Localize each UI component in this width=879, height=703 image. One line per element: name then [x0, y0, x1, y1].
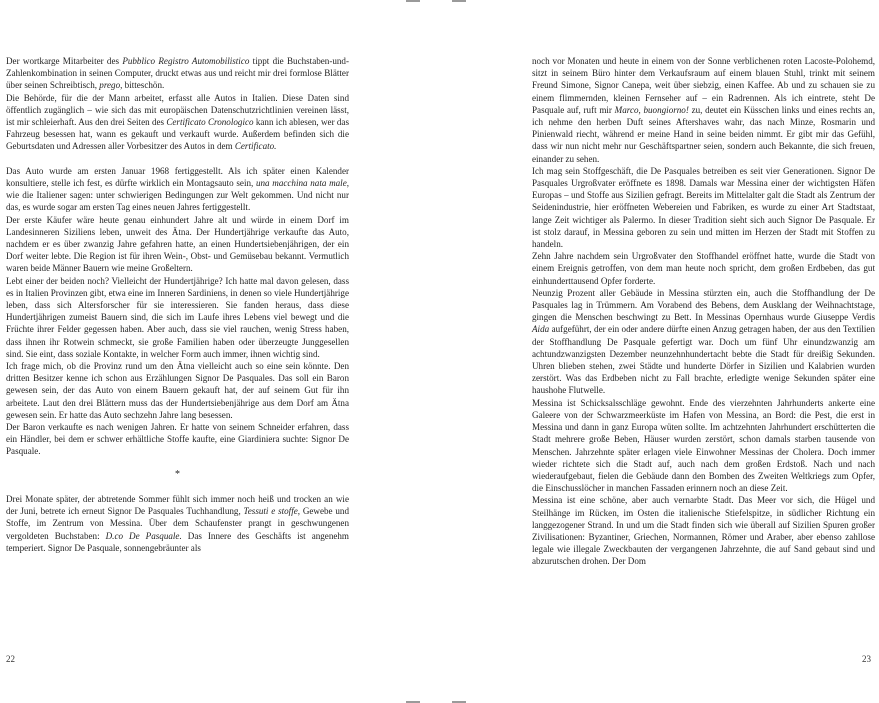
italic-text: prego, — [99, 80, 123, 91]
paragraph — [532, 250, 875, 287]
text-run: kann ich ablesen, wer das Fahrzeug besessen hat, wann es gekauft und verkauft wurde. Außerdem befinden sich die Geburtsdaten und Adressen aller Vorbesitzer des Autos in dem — [6, 117, 349, 152]
text-run: Der wortkarge Mitarbeiter des — [6, 56, 123, 66]
paragraph — [532, 287, 875, 397]
italic-text: Certificato. — [234, 141, 277, 152]
text-run: Lebt einer der beiden noch? Vielleicht der Hundertjährige? Ich hatte mal davon gelesen, dass es in Italien Provinzen gibt, etwa eine im Inneren Sardiniens, in denen so viele Hundertjährige leben, dass sich Altersforscher für sie interessieren. Sie fanden heraus, dass diese Hundertjährigen zumeist Bauern sind, die sich im Laufe ihres Lebens viel bewegt und die Früchte ihrer Felder gegessen haben. Aber auch, dass sie viel rauchen, wenig Stress haben, dass ihnen ihr Rotwein schmeckt, sie große Familien haben oder überzeugte Junggesellen sind. Sie eint, dass soziale Kontakte, in welcher Form auch immer, ihnen wichtig sind. — [6, 275, 349, 359]
text-run: Ich frage mich, ob die Provinz rund um den Ätna vielleicht auch so eine sein könnte. Den dritten Besitzer kenne ich schon aus Erzählungen Signor De Pasquales. Das soll ein Baron gewesen sein, der das Auto von einem Bauern gekauft hat, der auf seinem Gut für ihn arbeitete. Laut den drei Blättern muss das der Hundertsiebenjährige aus dem Dorf am Ätna gewesen sein. Er hatte das Auto sechzehn Jahre lang besessen. — [6, 361, 349, 420]
italic-text: Marco, buongiorno! — [614, 104, 689, 115]
page-number-left: 22 — [6, 654, 15, 664]
crop-mark-top-right — [452, 0, 466, 2]
italic-text: Certificato Cronologico — [166, 117, 254, 128]
italic-text: Pubblico Registro Automobilistico — [122, 56, 250, 66]
text-run: Das Innere des Geschäfts ist angenehm temperiert. Signor De Pasquale, sonnengebräunter als — [6, 530, 349, 553]
page-number-right: 23 — [862, 654, 871, 664]
text-run: Messina ist eine schöne, aber auch vernarbte Stadt. Das Meer vor sich, die Hügel und Steilhänge im Rücken, im Osten die italienische Stiefelspitze, in südlicher Richtung ein langgezogener Strand. In und um die Stadt finden sich wie überall auf Sizilien Spuren großer Zivilisationen: Byzantiner, Griechen, Normannen, Römer und Araber, aber ebenso zahllose legale wie illegale Zweckbauten der vergangenen Jahrzehnte, die auf Sand gebaut sind und abzurutschen drohen. Der Dom — [532, 495, 875, 567]
paragraph — [6, 92, 349, 153]
text-run: Der erste Käufer wäre heute genau einhundert Jahre alt und würde in einem Dorf im Landesinneren Siziliens leben, unweit des Ätna. Der Hundertjährige verkaufte das Auto, nachdem er es über zwanzig Jahre gefahren hatte, an einen Hundertsiebenjährigen, der ein Dorf weiter lebte. Die Region ist für ihren Wein-, Obst- und Gemüsebau bekannt. Vermutlich waren beide Männer Bauern wie meine Großeltern. — [6, 214, 349, 274]
italic-text: una macchina nata male, — [255, 178, 349, 189]
italic-text: Tessuti e stoffe, — [243, 506, 301, 517]
paragraph — [532, 165, 875, 250]
paragraph — [6, 421, 349, 458]
text-run: zu, deutet ein Küsschen links und eines rechts an, ich nehme den herben Duft seines Aftershaves wahr, das nach Minze, Rosmarin und Pinienwald riecht, während er meine Hand in seine beiden nimmt. Er gibt mir das Gefühl, dass wir nun nicht mehr nur Geschäftspartner seien, sondern auch Bekannte, die sich freuen, einander zu sehen. — [532, 104, 875, 164]
text-run: Gewebe und Stoffe, im Zentrum von Messina. Über dem Schaufenster prangt in geschwungenen vergoldeten Buchstaben: — [6, 506, 349, 541]
text-run: Messina ist Schicksalsschläge gewohnt. Ende des vierzehnten Jahrhunderts ankerte eine Galeere von der Schwarzmeerküste im Hafen von Messina, an Bord: die Pest, die erst in Messina und dann in ganz Europa wüten sollte. Im achtzehnten Jahrhundert erschütterten die Stadt mehrere große Beben, Häuser wurden zerstört, schon damals starben tausende von Menschen. Jahrzehnte später erlagen viele Einwohner Messinas der Cholera. Doch immer wieder richtete sich die Stadt auf, auch nach dem großen Erdstoß. Nach und nach wiederaufgebaut, fielen die Gebäude dann den Bomben des Zweiten Weltkriegs zum Opfer, die Einschusslöcher in manchen Fassaden erinnern noch an diese Zeit. — [532, 397, 875, 494]
paragraph — [532, 494, 875, 567]
paragraph — [532, 397, 875, 495]
section-break-asterisk — [6, 469, 349, 481]
text-run: Ich mag sein Stoffgeschäft, die De Pasquales betreiben es seit vier Generationen. Signor De Pasquales Urgroßvater eröffnete es 1898. Damals war Messina einer der wichtigsten Häfen Europas – und Stoffe aus Sizilien gefragt. Bereits im Mittelalter galt die Stadt als Zentrum der Seidenindustrie, hier eröffneten Webereien und Fabriken, es wurde zu einer Art Stadtstaat, lange Zeit wichtiger als Palermo. In dieser Tradition sieht sich auch Signor De Pasquale. Er ist stolz darauf, in Messina geboren zu sein und mitten im Herzen der Stadt mit Stoffen zu handeln. — [532, 165, 875, 250]
text-run: aufgeführt, der ein oder andere dürfte einen Anzug getragen haben, der aus den Textilien der Stoffhandlung De Pasquale gefertigt war. Doch um fünf Uhr einundzwanzig am achtundzwanzigsten Dezember neunzehnhundertacht bebte die Stadt für dreißig Sekunden. Uhren blieben stehen, zwei Städte und hunderte Dörfer in Sizilien und Kalabrien wurden zerstört. Was das Erdbeben nicht zu Fall brachte, erledigte wenige Sekunden später eine haushohe Flutwelle. — [532, 324, 875, 396]
paragraph — [6, 214, 349, 275]
left-page-body — [6, 55, 349, 663]
paragraph — [6, 165, 349, 214]
text-run: tippt die Buchstaben-und-Zahlenkombination in seinen Computer, druckt etwas aus und reicht mir drei formlose Blätter über seinen Schreibtisch, — [6, 56, 349, 91]
right-page-body — [532, 55, 875, 663]
paragraph — [6, 493, 349, 554]
text-run: Drei Monate später, der abtretende Sommer fühlt sich immer noch heiß und trocken an wie der Juni, betrete ich erneut Signor De Pasquales Tuchhandlung, — [6, 493, 349, 517]
text-run: Der Baron verkaufte es nach wenigen Jahren. Er hatte von seinem Schneider erfahren, dass ein Händler, bei dem er schwer erhältliche Stoffe kaufte, eine Giardiniera suchte: Signor De Pasquale. — [6, 422, 349, 457]
paragraph — [532, 55, 875, 165]
italic-text: D.co De Pasquale. — [105, 530, 182, 541]
paragraph — [6, 275, 349, 360]
text-run: noch vor Monaten und heute in einem von der Sonne verblichenen roten Lacoste-Polohemd, sitzt in seinem Büro hinter dem Verkaufsraum auf einem blauen Stuhl, trinkt mit seinem Freund Simone, Signor Canepa, weit über siebzig, einen Kaffee. Ab und zu schauen sie zu einem flimmernden, kleinen Fernseher auf – ein Radrennen. Als ich eintrete, steht De Pasquale auf, ruft mir — [532, 56, 875, 115]
text-run: bitteschön. — [122, 80, 165, 91]
paragraph — [6, 55, 349, 92]
text-run: * — [175, 468, 180, 480]
text-run: Das Auto wurde am ersten Januar 1968 fertiggestellt. Als ich später einen Kalender konsultiere, stelle ich fest, es dürfte wirklich ein Montagsauto sein, — [6, 165, 349, 189]
text-run: Zehn Jahre nachdem sein Urgroßvater den Stoffhandel eröffnet hatte, wurde die Stadt von einem Ereignis getroffen, von dem man heute noch spricht, dem großen Erdbeben, das gut einhunderttausend Opfer forderte. — [532, 251, 875, 286]
text-run: Die Behörde, für die der Mann arbeitet, erfasst alle Autos in Italien. Diese Daten sind öffentlich zugänglich – wie sich das mit europäischen Datenschutzrichtlinien vereinen lässt, ist mir schleierhaft. Aus den drei Seiten des — [6, 92, 349, 128]
crop-mark-top-left — [406, 0, 420, 2]
text-run: wie die Italiener sagen: unter schwierigen Bedingungen zur Welt gekommen. Und nicht nur das, es wurde sogar am ersten Tag eines neuen Jahres fertiggestellt. — [6, 190, 349, 213]
text-run: Neunzig Prozent aller Gebäude in Messina stürzten ein, auch die Stoffhandlung der De Pasquales lag in Trümmern. Am Vorabend des Bebens, dem Ausklang der Weihnachtstage, gingen die Menschen beschwingt zu Bett. In Messinas Opernhaus wurde Giuseppe Verdis — [532, 287, 875, 323]
paragraph — [6, 360, 349, 421]
italic-text: Aida — [532, 324, 550, 335]
